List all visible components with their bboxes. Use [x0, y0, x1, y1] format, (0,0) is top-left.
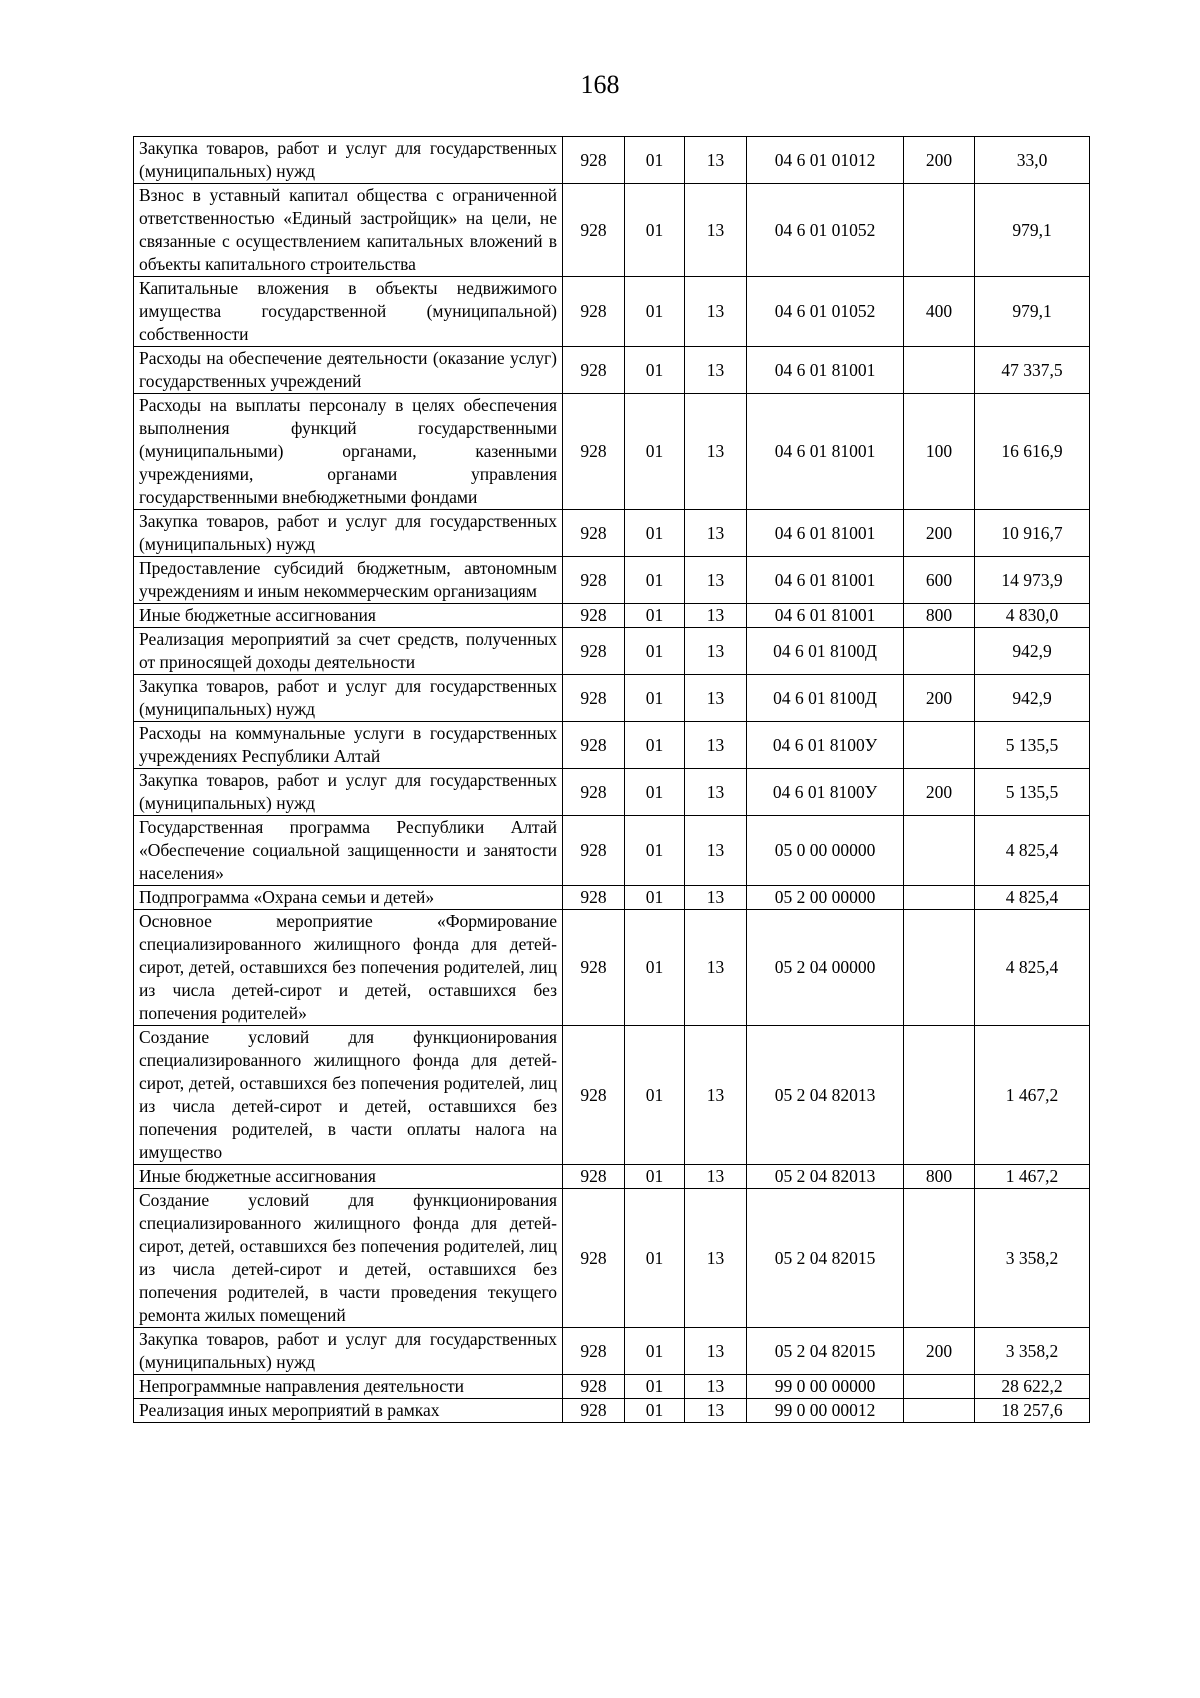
- row-subsection-cell: 13: [685, 1189, 747, 1328]
- row-name-cell: Закупка товаров, работ и услуг для государственных (муниципальных) нужд: [134, 769, 563, 816]
- row-target-article-cell: 05 2 04 82013: [747, 1165, 904, 1189]
- row-amount-cell: 4 825,4: [975, 816, 1090, 886]
- table-row: [134, 557, 1090, 604]
- row-expense-type-cell: 200: [904, 510, 975, 557]
- row-name-cell: Расходы на коммунальные услуги в государственных учреждениях Республики Алтай: [134, 722, 563, 769]
- row-target-article-cell: 05 2 04 82015: [747, 1189, 904, 1328]
- row-name-cell: Закупка товаров, работ и услуг для государственных (муниципальных) нужд: [134, 1328, 563, 1375]
- row-expense-type-cell: 200: [904, 769, 975, 816]
- row-grbs-cell: 928: [563, 277, 625, 347]
- row-amount-cell: 47 337,5: [975, 347, 1090, 394]
- row-expense-type-cell: 200: [904, 675, 975, 722]
- table-row: [134, 394, 1090, 510]
- table-row: [134, 1399, 1090, 1423]
- row-section-cell: 01: [625, 1375, 685, 1399]
- row-subsection-cell: 13: [685, 557, 747, 604]
- row-target-article-cell: 04 6 01 81001: [747, 394, 904, 510]
- row-section-cell: 01: [625, 604, 685, 628]
- row-name-cell: Иные бюджетные ассигнования: [134, 1165, 563, 1189]
- row-subsection-cell: 13: [685, 1399, 747, 1423]
- row-name-cell: Расходы на выплаты персоналу в целях обеспечения выполнения функций государственными (муниципальными) органами, казенными учреждениями, органами управления государственными внебюджетными фондами: [134, 394, 563, 510]
- table-row: [134, 722, 1090, 769]
- row-amount-cell: 1 467,2: [975, 1026, 1090, 1165]
- row-name-cell: Реализация мероприятий за счет средств, полученных от приносящей доходы деятельности: [134, 628, 563, 675]
- row-amount-cell: 3 358,2: [975, 1189, 1090, 1328]
- row-target-article-cell: 04 6 01 01012: [747, 137, 904, 184]
- table-row: [134, 1165, 1090, 1189]
- row-subsection-cell: 13: [685, 722, 747, 769]
- budget-table: [133, 136, 1090, 1423]
- row-grbs-cell: 928: [563, 137, 625, 184]
- row-amount-cell: 33,0: [975, 137, 1090, 184]
- row-section-cell: 01: [625, 886, 685, 910]
- row-amount-cell: 942,9: [975, 675, 1090, 722]
- table-row: [134, 769, 1090, 816]
- row-expense-type-cell: [904, 816, 975, 886]
- row-expense-type-cell: [904, 1026, 975, 1165]
- row-expense-type-cell: [904, 184, 975, 277]
- row-name-cell: Капитальные вложения в объекты недвижимого имущества государственной (муниципальной) собственности: [134, 277, 563, 347]
- row-subsection-cell: 13: [685, 1375, 747, 1399]
- table-row: [134, 184, 1090, 277]
- row-grbs-cell: 928: [563, 886, 625, 910]
- row-subsection-cell: 13: [685, 604, 747, 628]
- row-name-cell: Непрограммные направления деятельности: [134, 1375, 563, 1399]
- row-amount-cell: 5 135,5: [975, 722, 1090, 769]
- row-expense-type-cell: [904, 886, 975, 910]
- row-target-article-cell: 05 2 04 00000: [747, 910, 904, 1026]
- row-name-cell: Основное мероприятие «Формирование специализированного жилищного фонда для детей-сирот, детей, оставшихся без попечения родителей, лиц из числа детей-сирот и детей, оставшихся без попечения родителей»: [134, 910, 563, 1026]
- row-section-cell: 01: [625, 277, 685, 347]
- row-name-cell: Государственная программа Республики Алтай «Обеспечение социальной защищенности и занятости населения»: [134, 816, 563, 886]
- row-expense-type-cell: [904, 910, 975, 1026]
- row-subsection-cell: 13: [685, 184, 747, 277]
- row-amount-cell: 4 825,4: [975, 910, 1090, 1026]
- row-section-cell: 01: [625, 675, 685, 722]
- row-target-article-cell: 04 6 01 8100Д: [747, 675, 904, 722]
- row-grbs-cell: 928: [563, 1026, 625, 1165]
- row-subsection-cell: 13: [685, 1165, 747, 1189]
- table-row: [134, 910, 1090, 1026]
- row-expense-type-cell: [904, 1375, 975, 1399]
- row-subsection-cell: 13: [685, 1328, 747, 1375]
- row-target-article-cell: 04 6 01 81001: [747, 510, 904, 557]
- row-target-article-cell: 04 6 01 01052: [747, 184, 904, 277]
- row-grbs-cell: 928: [563, 557, 625, 604]
- row-subsection-cell: 13: [685, 675, 747, 722]
- row-subsection-cell: 13: [685, 1026, 747, 1165]
- row-name-cell: Расходы на обеспечение деятельности (оказание услуг) государственных учреждений: [134, 347, 563, 394]
- table-row: [134, 1375, 1090, 1399]
- row-target-article-cell: 99 0 00 00000: [747, 1375, 904, 1399]
- row-grbs-cell: 928: [563, 604, 625, 628]
- row-grbs-cell: 928: [563, 510, 625, 557]
- row-expense-type-cell: [904, 722, 975, 769]
- row-section-cell: 01: [625, 1399, 685, 1423]
- table-row: [134, 816, 1090, 886]
- row-amount-cell: 14 973,9: [975, 557, 1090, 604]
- row-name-cell: Создание условий для функционирования специализированного жилищного фонда для детей-сирот, детей, оставшихся без попечения родителей, лиц из числа детей-сирот и детей, оставшихся без попечения родителей, в части проведения текущего ремонта жилых помещений: [134, 1189, 563, 1328]
- row-section-cell: 01: [625, 394, 685, 510]
- table-row: [134, 347, 1090, 394]
- row-grbs-cell: 928: [563, 184, 625, 277]
- row-subsection-cell: 13: [685, 886, 747, 910]
- row-section-cell: 01: [625, 628, 685, 675]
- row-section-cell: 01: [625, 816, 685, 886]
- row-grbs-cell: 928: [563, 347, 625, 394]
- row-grbs-cell: 928: [563, 1189, 625, 1328]
- table-row: [134, 628, 1090, 675]
- row-grbs-cell: 928: [563, 394, 625, 510]
- row-expense-type-cell: [904, 628, 975, 675]
- row-target-article-cell: 04 6 01 81001: [747, 347, 904, 394]
- row-subsection-cell: 13: [685, 816, 747, 886]
- row-subsection-cell: 13: [685, 769, 747, 816]
- row-subsection-cell: 13: [685, 394, 747, 510]
- row-expense-type-cell: 200: [904, 137, 975, 184]
- row-name-cell: Реализация иных мероприятий в рамках: [134, 1399, 563, 1423]
- row-section-cell: 01: [625, 1189, 685, 1328]
- row-name-cell: Иные бюджетные ассигнования: [134, 604, 563, 628]
- row-subsection-cell: 13: [685, 628, 747, 675]
- row-target-article-cell: 04 6 01 81001: [747, 557, 904, 604]
- row-grbs-cell: 928: [563, 769, 625, 816]
- row-amount-cell: 16 616,9: [975, 394, 1090, 510]
- table-row: [134, 1189, 1090, 1328]
- row-amount-cell: 28 622,2: [975, 1375, 1090, 1399]
- row-amount-cell: 979,1: [975, 184, 1090, 277]
- row-section-cell: 01: [625, 769, 685, 816]
- row-section-cell: 01: [625, 137, 685, 184]
- row-expense-type-cell: [904, 1189, 975, 1328]
- row-name-cell: Закупка товаров, работ и услуг для государственных (муниципальных) нужд: [134, 137, 563, 184]
- row-amount-cell: 18 257,6: [975, 1399, 1090, 1423]
- row-grbs-cell: 928: [563, 816, 625, 886]
- row-section-cell: 01: [625, 910, 685, 1026]
- row-section-cell: 01: [625, 557, 685, 604]
- row-amount-cell: 10 916,7: [975, 510, 1090, 557]
- row-subsection-cell: 13: [685, 137, 747, 184]
- page-number: 168: [580, 70, 620, 99]
- row-subsection-cell: 13: [685, 277, 747, 347]
- row-target-article-cell: 05 2 04 82013: [747, 1026, 904, 1165]
- row-section-cell: 01: [625, 1328, 685, 1375]
- row-grbs-cell: 928: [563, 722, 625, 769]
- row-expense-type-cell: 800: [904, 1165, 975, 1189]
- row-subsection-cell: 13: [685, 910, 747, 1026]
- row-target-article-cell: 05 2 00 00000: [747, 886, 904, 910]
- row-expense-type-cell: 200: [904, 1328, 975, 1375]
- row-name-cell: Закупка товаров, работ и услуг для государственных (муниципальных) нужд: [134, 510, 563, 557]
- row-target-article-cell: 05 0 00 00000: [747, 816, 904, 886]
- row-amount-cell: 4 830,0: [975, 604, 1090, 628]
- row-amount-cell: 5 135,5: [975, 769, 1090, 816]
- row-grbs-cell: 928: [563, 910, 625, 1026]
- table-row: [134, 277, 1090, 347]
- row-grbs-cell: 928: [563, 1328, 625, 1375]
- row-name-cell: Подпрограмма «Охрана семьи и детей»: [134, 886, 563, 910]
- row-expense-type-cell: [904, 347, 975, 394]
- row-target-article-cell: 05 2 04 82015: [747, 1328, 904, 1375]
- row-target-article-cell: 99 0 00 00012: [747, 1399, 904, 1423]
- row-grbs-cell: 928: [563, 628, 625, 675]
- row-expense-type-cell: 400: [904, 277, 975, 347]
- row-expense-type-cell: [904, 1399, 975, 1423]
- row-section-cell: 01: [625, 510, 685, 557]
- row-amount-cell: 942,9: [975, 628, 1090, 675]
- row-expense-type-cell: 800: [904, 604, 975, 628]
- row-name-cell: Предоставление субсидий бюджетным, автономным учреждениям и иным некоммерческим организациям: [134, 557, 563, 604]
- row-grbs-cell: 928: [563, 1165, 625, 1189]
- row-amount-cell: 4 825,4: [975, 886, 1090, 910]
- row-grbs-cell: 928: [563, 675, 625, 722]
- row-amount-cell: 3 358,2: [975, 1328, 1090, 1375]
- row-target-article-cell: 04 6 01 8100У: [747, 769, 904, 816]
- row-subsection-cell: 13: [685, 347, 747, 394]
- row-grbs-cell: 928: [563, 1375, 625, 1399]
- row-grbs-cell: 928: [563, 1399, 625, 1423]
- row-section-cell: 01: [625, 722, 685, 769]
- row-expense-type-cell: 600: [904, 557, 975, 604]
- row-name-cell: Закупка товаров, работ и услуг для государственных (муниципальных) нужд: [134, 675, 563, 722]
- table-row: [134, 1026, 1090, 1165]
- table-row: [134, 604, 1090, 628]
- row-amount-cell: 979,1: [975, 277, 1090, 347]
- row-target-article-cell: 04 6 01 8100Д: [747, 628, 904, 675]
- row-section-cell: 01: [625, 347, 685, 394]
- row-expense-type-cell: 100: [904, 394, 975, 510]
- row-subsection-cell: 13: [685, 510, 747, 557]
- row-section-cell: 01: [625, 1165, 685, 1189]
- row-section-cell: 01: [625, 1026, 685, 1165]
- row-section-cell: 01: [625, 184, 685, 277]
- table-row: [134, 886, 1090, 910]
- table-row: [134, 1328, 1090, 1375]
- table-row: [134, 137, 1090, 184]
- row-target-article-cell: 04 6 01 8100У: [747, 722, 904, 769]
- row-target-article-cell: 04 6 01 81001: [747, 604, 904, 628]
- table-row: [134, 675, 1090, 722]
- row-target-article-cell: 04 6 01 01052: [747, 277, 904, 347]
- table-row: [134, 510, 1090, 557]
- row-name-cell: Взнос в уставный капитал общества с ограниченной ответственностью «Единый застройщик» на цели, не связанные с осуществлением капитальных вложений в объекты капитального строительства: [134, 184, 563, 277]
- row-amount-cell: 1 467,2: [975, 1165, 1090, 1189]
- row-name-cell: Создание условий для функционирования специализированного жилищного фонда для детей-сирот, детей, оставшихся без попечения родителей, лиц из числа детей-сирот и детей, оставшихся без попечения родителей, в части оплаты налога на имущество: [134, 1026, 563, 1165]
